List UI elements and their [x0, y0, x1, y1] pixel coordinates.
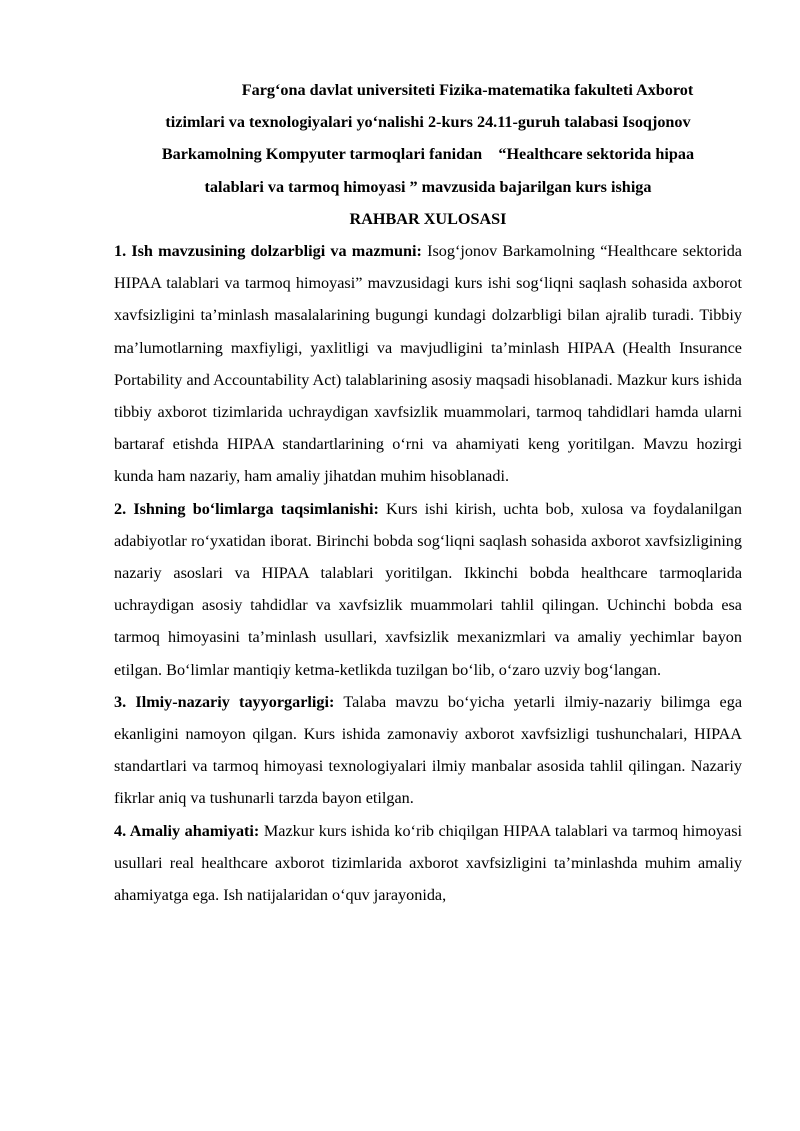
section-heading: 1. Ish mavzusining dolzarbligi va mazmuni: — [114, 242, 422, 261]
section-relevance — [114, 235, 742, 493]
header-line-4: talablari va tarmoq himoyasi ” mavzusida bajarilgan kurs ishiga — [204, 177, 652, 196]
section-theoretical — [114, 686, 742, 815]
section-text: Talaba mavzu bo‘yicha yetarli ilmiy-nazariy bilimga ega ekanligini namoyon qilgan. Kurs ishida zamonaviy axborot xavfsizligi tushunchalari, HIPAA standartlari va tarmoq himoyasi texnologiyalari ilmiy manbalar asosida tahlil qilingan. Nazariy fikrlar aniq va tushunarli tarzda bayon etilgan. — [114, 692, 743, 808]
section-text: Mazkur kurs ishida ko‘rib chiqilgan HIPAA talablari va tarmoq himoyasi usullari real healthcare axborot tizimlarida axborot xavfsizligini ta’minlashda muhim amaliy ahamiyatga ega. Ish natijalaridan o‘quv jarayonida, — [114, 821, 742, 905]
section-practical — [114, 815, 742, 912]
header-line-3: Barkamolning Kompyuter tarmoqlari fanidan “Healthcare sektorida hipaa — [161, 145, 695, 164]
section-heading: 3. Ilmiy-nazariy tayyorgarligi: — [114, 692, 335, 711]
section-heading: 4. Amaliy ahamiyati: — [114, 821, 260, 840]
document-header — [114, 74, 742, 203]
section-text: Kurs ishi kirish, uchta bob, xulosa va foydalanilgan adabiyotlar ro‘yxatidan iborat. Birinchi bobda sog‘liqni saqlash sohasida axborot xavfsizligining nazariy asoslari va HIPAA talablari yoritilgan. Ikkinchi bobda healthcare tarmoqlarida uchraydigan asosiy tahdidlar va xavfsizlik muammolari tahlil qilingan. Uchinchi bobda esa tarmoq himoyasini ta’minlash usullari, xavfsizlik mexanizmlari va amaliy yechimlar bayon etilgan. Bo‘limlar mantiqiy ketma-ketlikda tuzilgan bo‘lib, o‘zaro uzviy bog‘langan. — [114, 499, 742, 679]
section-structure — [114, 493, 742, 686]
conclusion-title: RAHBAR XULOSASI — [349, 209, 507, 228]
header-line-1: Farg‘ona davlat universiteti Fizika-matematika fakulteti Axborot — [241, 81, 694, 99]
header-line-2: tizimlari va texnologiyalari yo‘nalishi 2-kurs 24.11-guruh talabasi Isoqjonov — [165, 113, 691, 132]
section-text: Isog‘jonov Barkamolning “Healthcare sektorida HIPAA talablari va tarmoq himoyasi” mavzusidagi kurs ishi sog‘liqni saqlash sohasida axborot xavfsizligini ta’minlash masalalarining bugungi kundagi dolzarbligi bilan ajralib turadi. Tibbiy ma’lumotlarning maxfiyligi, yaxlitligi va mavjudligini ta’minlash HIPAA (Health Insurance Portability and Accountability Act) talablarining asosiy maqsadi hisoblanadi. Mazkur kurs ishida tibbiy axborot tizimlarida uchraydigan xavfsizlik muammolari, tarmoq tahdidlari hamda ularni bartaraf etishda HIPAA standartlarining o‘rni va ahamiyati keng yoritilgan. Mavzu hozirgi kunda ham nazariy, ham amaliy jihatdan muhim hisoblanadi. — [114, 242, 742, 486]
section-heading: 2. Ishning bo‘limlarga taqsimlanishi: — [114, 499, 379, 518]
document-page — [114, 74, 742, 911]
